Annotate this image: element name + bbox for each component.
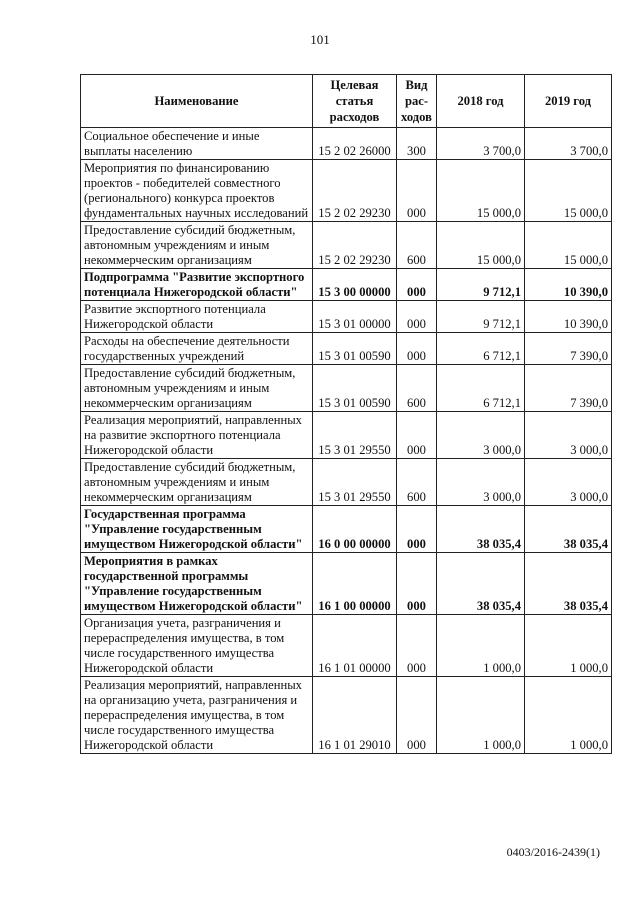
- row-expense-kind: 000: [397, 615, 437, 677]
- row-target-code: 15 3 01 29550: [313, 412, 397, 459]
- header-target-article: Целевая статья расходов: [313, 75, 397, 128]
- row-amount-2018: 1 000,0: [437, 677, 525, 754]
- row-name: Предоставление субсидий бюджетным, автономным учреждениям и иным некоммерческим организациям: [81, 365, 313, 412]
- table-row: [81, 128, 612, 160]
- table-row: [81, 553, 612, 615]
- row-name: Реализация мероприятий, направленных на развитие экспортного потенциала Нижегородской области: [81, 412, 313, 459]
- header-year-2018: 2018 год: [437, 75, 525, 128]
- row-target-code: 16 1 01 29010: [313, 677, 397, 754]
- row-name: Развитие экспортного потенциала Нижегородской области: [81, 301, 313, 333]
- table-row: [81, 333, 612, 365]
- row-expense-kind: 000: [397, 553, 437, 615]
- row-amount-2018: 3 000,0: [437, 412, 525, 459]
- row-name: Социальное обеспечение и иные выплаты населению: [81, 128, 313, 160]
- row-target-code: 15 2 02 26000: [313, 128, 397, 160]
- row-amount-2019: 1 000,0: [525, 677, 612, 754]
- row-amount-2019: 15 000,0: [525, 160, 612, 222]
- row-amount-2019: 38 035,4: [525, 506, 612, 553]
- row-name: Реализация мероприятий, направленных на организацию учета, разграничения и перераспределения имущества, в том числе государственного имущества Нижегородской области: [81, 677, 313, 754]
- row-amount-2018: 9 712,1: [437, 301, 525, 333]
- row-amount-2019: 38 035,4: [525, 553, 612, 615]
- table-row: [81, 222, 612, 269]
- header-expense-kind: Вид рас-ходов: [397, 75, 437, 128]
- row-name: Предоставление субсидий бюджетным, автономным учреждениям и иным некоммерческим организациям: [81, 459, 313, 506]
- budget-table: [80, 74, 612, 754]
- row-target-code: 15 3 00 00000: [313, 269, 397, 301]
- row-amount-2019: 7 390,0: [525, 333, 612, 365]
- row-expense-kind: 000: [397, 677, 437, 754]
- row-target-code: 16 1 01 00000: [313, 615, 397, 677]
- row-expense-kind: 000: [397, 333, 437, 365]
- row-amount-2018: 6 712,1: [437, 365, 525, 412]
- row-target-code: 16 1 00 00000: [313, 553, 397, 615]
- table-row: [81, 506, 612, 553]
- header-name: Наименование: [81, 75, 313, 128]
- row-amount-2018: 6 712,1: [437, 333, 525, 365]
- row-expense-kind: 300: [397, 128, 437, 160]
- table-row: [81, 160, 612, 222]
- row-expense-kind: 000: [397, 160, 437, 222]
- row-amount-2019: 15 000,0: [525, 222, 612, 269]
- row-target-code: 15 3 01 00000: [313, 301, 397, 333]
- row-amount-2018: 38 035,4: [437, 553, 525, 615]
- table-row: [81, 269, 612, 301]
- row-name: Организация учета, разграничения и перераспределения имущества, в том числе государственного имущества Нижегородской области: [81, 615, 313, 677]
- page-number: 101: [310, 32, 330, 47]
- row-amount-2018: 1 000,0: [437, 615, 525, 677]
- row-name: Подпрограмма "Развитие экспортного потенциала Нижегородской области": [81, 269, 313, 301]
- table-row: [81, 412, 612, 459]
- header-year-2019: 2019 год: [525, 75, 612, 128]
- row-expense-kind: 000: [397, 301, 437, 333]
- row-amount-2019: 3 000,0: [525, 459, 612, 506]
- row-target-code: 15 2 02 29230: [313, 222, 397, 269]
- row-expense-kind: 000: [397, 412, 437, 459]
- row-amount-2019: 3 700,0: [525, 128, 612, 160]
- row-name: Мероприятия по финансированию проектов - победителей совместного (регионального) конкурса проектов фундаментальных научных исследований: [81, 160, 313, 222]
- row-target-code: 15 3 01 00590: [313, 365, 397, 412]
- row-name: Предоставление субсидий бюджетным, автономным учреждениям и иным некоммерческим организациям: [81, 222, 313, 269]
- table-row: [81, 301, 612, 333]
- row-amount-2018: 15 000,0: [437, 160, 525, 222]
- document-code: 0403/2016-2439(1): [506, 845, 600, 859]
- row-amount-2019: 3 000,0: [525, 412, 612, 459]
- row-target-code: 16 0 00 00000: [313, 506, 397, 553]
- row-amount-2018: 38 035,4: [437, 506, 525, 553]
- table-row: [81, 677, 612, 754]
- row-amount-2018: 15 000,0: [437, 222, 525, 269]
- row-amount-2019: 1 000,0: [525, 615, 612, 677]
- row-expense-kind: 600: [397, 365, 437, 412]
- row-expense-kind: 000: [397, 506, 437, 553]
- row-amount-2018: 3 700,0: [437, 128, 525, 160]
- row-expense-kind: 600: [397, 222, 437, 269]
- row-amount-2018: 3 000,0: [437, 459, 525, 506]
- row-expense-kind: 600: [397, 459, 437, 506]
- row-amount-2019: 7 390,0: [525, 365, 612, 412]
- row-amount-2018: 9 712,1: [437, 269, 525, 301]
- row-name: Мероприятия в рамках государственной программы "Управление государственным имуществом Нижегородской области": [81, 553, 313, 615]
- row-target-code: 15 3 01 00590: [313, 333, 397, 365]
- row-amount-2019: 10 390,0: [525, 269, 612, 301]
- table-row: [81, 615, 612, 677]
- table-row: [81, 365, 612, 412]
- row-amount-2019: 10 390,0: [525, 301, 612, 333]
- row-expense-kind: 000: [397, 269, 437, 301]
- row-name: Государственная программа "Управление государственным имуществом Нижегородской области": [81, 506, 313, 553]
- table-header-row: [81, 75, 612, 128]
- row-target-code: 15 3 01 29550: [313, 459, 397, 506]
- table-row: [81, 459, 612, 506]
- row-target-code: 15 2 02 29230: [313, 160, 397, 222]
- row-name: Расходы на обеспечение деятельности государственных учреждений: [81, 333, 313, 365]
